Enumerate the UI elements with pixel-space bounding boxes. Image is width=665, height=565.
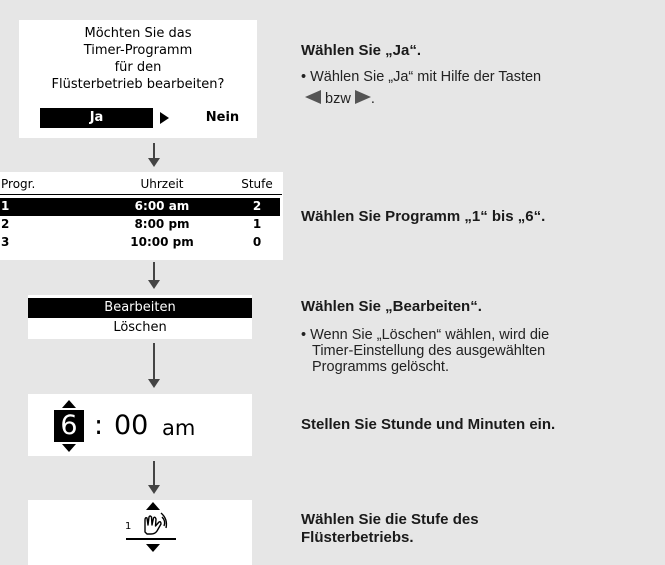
table-cell: 0: [252, 235, 262, 249]
level-value: 1: [125, 521, 132, 532]
col-header-time: Uhrzeit: [140, 177, 184, 191]
step3-body-line-3: Programms gelöscht.: [312, 359, 449, 375]
program-list-display: [0, 172, 283, 260]
ampm-value: am: [162, 416, 196, 440]
down-arrow-icon: [148, 461, 160, 495]
level-setting-display: [28, 500, 252, 565]
step1-bzw: bzw: [325, 91, 351, 107]
step2-heading: Wählen Sie Programm „1“ bis „6“.: [301, 208, 546, 225]
step3-body-line-2: Timer-Einstellung des ausgewählten: [312, 343, 546, 359]
col-header-program: Progr.: [1, 177, 36, 191]
option-no[interactable]: Nein: [205, 110, 240, 125]
down-arrow-icon: [148, 143, 160, 167]
confirm-edit-display: [19, 20, 257, 138]
table-cell: 2: [1, 217, 10, 231]
down-triangle-icon[interactable]: [62, 444, 76, 452]
down-arrow-icon: [148, 343, 160, 389]
question-line-4: Flüsterbetrieb bearbeiten?: [51, 77, 225, 92]
option-yes[interactable]: Ja: [40, 108, 153, 128]
step1-body: • Wählen Sie „Ja“ mit Hilfe der Tasten: [301, 69, 542, 85]
question-line-2: Timer-Programm: [83, 43, 193, 58]
minutes-value[interactable]: 00: [114, 410, 149, 441]
level-divider: [126, 538, 176, 540]
right-pointer-icon: [160, 112, 169, 124]
hour-value[interactable]: 6: [54, 410, 84, 442]
table-cell: 3: [1, 235, 10, 249]
table-cell: 8:00 pm: [134, 217, 190, 231]
step5-heading-line-2: Flüsterbetriebs.: [301, 529, 414, 546]
col-header-level: Stufe: [241, 177, 273, 191]
step3-heading: Wählen Sie „Bearbeiten“.: [301, 298, 482, 315]
table-cell: 1: [252, 217, 262, 231]
left-arrow-key-icon: [305, 90, 321, 104]
step1-heading: Wählen Sie „Ja“.: [301, 42, 422, 59]
table-cell: 10:00 pm: [130, 235, 194, 249]
time-setting-display: [28, 394, 252, 456]
step3-body-line-1: • Wenn Sie „Löschen“ wählen, wird die: [301, 327, 550, 343]
question-line-1: Möchten Sie das: [84, 26, 192, 41]
menu-item-edit[interactable]: Bearbeiten: [28, 298, 252, 318]
fan-level-icon: [131, 512, 171, 536]
up-triangle-icon[interactable]: [62, 400, 76, 408]
step1-keys-line: bzw .: [305, 90, 375, 108]
edit-delete-menu: [28, 295, 252, 339]
question-line-3: für den: [114, 60, 162, 75]
up-triangle-icon[interactable]: [146, 502, 160, 510]
table-cell: 6:00 am: [134, 199, 190, 213]
down-triangle-icon[interactable]: [146, 544, 160, 552]
step5-heading-line-1: Wählen Sie die Stufe des: [301, 511, 479, 528]
right-arrow-key-icon: [355, 90, 371, 104]
down-arrow-icon: [148, 262, 160, 290]
table-cell: 2: [252, 199, 262, 213]
header-divider: [0, 194, 282, 195]
menu-item-delete[interactable]: Löschen: [113, 320, 167, 335]
step4-heading: Stellen Sie Stunde und Minuten ein.: [301, 416, 556, 433]
time-separator: :: [94, 410, 104, 441]
table-cell: 1: [1, 199, 10, 213]
yes-no-selector: [40, 108, 255, 128]
